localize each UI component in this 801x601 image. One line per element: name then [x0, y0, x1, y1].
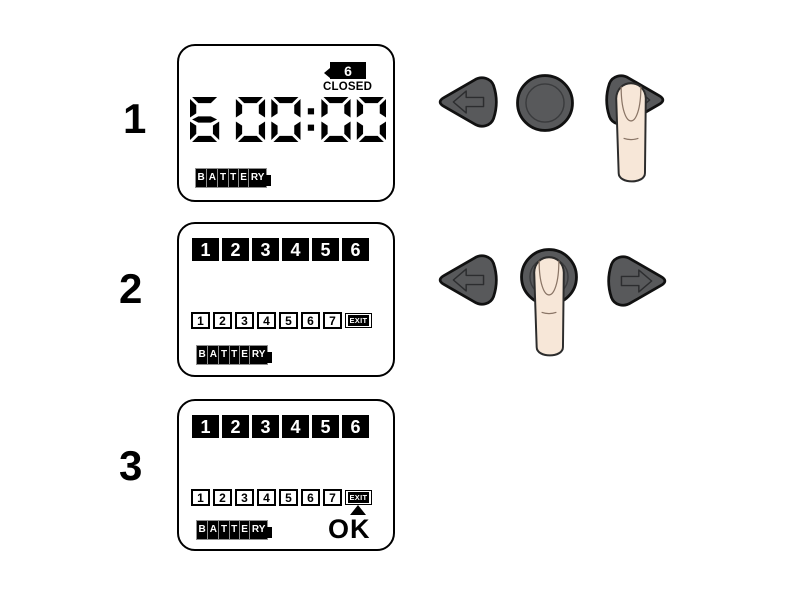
finger-outline	[616, 83, 646, 181]
battery-letter: A	[207, 169, 218, 187]
program-number-cell: 4	[282, 415, 309, 438]
right-arrow-button	[605, 253, 669, 309]
slot-number-cell: 7	[323, 312, 342, 329]
battery-letter: E	[240, 346, 251, 364]
button-body	[440, 256, 496, 304]
slot-number-row	[191, 489, 372, 506]
left-arrow-button	[436, 252, 500, 308]
battery-letter: T	[229, 169, 239, 187]
slot-number-cell: 2	[213, 489, 232, 506]
exit-label: EXIT	[349, 315, 368, 325]
battery-letter: A	[208, 521, 219, 539]
slot-number-cell: 7	[323, 489, 342, 506]
slot-number-cell: 6	[301, 489, 320, 506]
slot-number-cell: 1	[191, 489, 210, 506]
button-body	[609, 257, 665, 305]
slot-number-cell: 4	[257, 312, 276, 329]
battery-letter: RY	[251, 524, 266, 535]
seven-segment-time-display	[190, 97, 386, 142]
battery-indicator	[196, 345, 268, 365]
ok-label: OK	[328, 514, 371, 544]
battery-letter: T	[219, 346, 229, 364]
program-number-cell: 2	[222, 238, 249, 261]
slot-number-cell: 5	[279, 489, 298, 506]
battery-indicator	[195, 168, 267, 188]
battery-letter: T	[230, 346, 240, 364]
lcd-screen-step-1	[177, 44, 395, 202]
button-body	[440, 78, 496, 126]
battery-letter: B	[196, 169, 207, 187]
battery-letter: E	[240, 521, 251, 539]
program-number-badge	[330, 62, 366, 79]
battery-letter: RY	[251, 349, 266, 360]
program-number-row	[192, 238, 369, 261]
battery-letter: B	[197, 521, 208, 539]
slot-number-cell: 1	[191, 312, 210, 329]
battery-letter: A	[208, 346, 219, 364]
exit-indicator	[345, 313, 372, 329]
slot-number-cell: 4	[257, 489, 276, 506]
slot-number-cell: 3	[235, 312, 254, 329]
program-number-cell: 5	[312, 415, 339, 438]
exit-label: EXIT	[349, 492, 368, 502]
closed-status-label: CLOSED	[323, 81, 373, 93]
finger-press-icon	[608, 73, 654, 185]
lcd-screen-step-3	[177, 399, 395, 551]
slot-number-cell: 3	[235, 489, 254, 506]
program-number-row	[192, 415, 369, 438]
battery-letter: T	[230, 521, 240, 539]
program-number-cell: 3	[252, 238, 279, 261]
slot-number-cell: 5	[279, 312, 298, 329]
program-number-cell: 2	[222, 415, 249, 438]
slot-number-cell: 6	[301, 312, 320, 329]
program-number-cell: 4	[282, 238, 309, 261]
battery-letter: E	[239, 169, 250, 187]
ok-confirmation	[328, 505, 371, 543]
slot-number-cell: 2	[213, 312, 232, 329]
step-number-3: 3	[119, 442, 143, 489]
finger-press-icon	[526, 247, 572, 359]
program-number-cell: 6	[342, 238, 369, 261]
finger-outline	[534, 257, 564, 355]
step-number-1: 1	[123, 95, 147, 142]
slot-number-row	[191, 312, 372, 329]
battery-letter: RY	[250, 172, 265, 183]
program-number-cell: 1	[192, 415, 219, 438]
battery-letter: B	[197, 346, 208, 364]
program-number-cell: 6	[342, 415, 369, 438]
left-arrow-button	[436, 74, 500, 130]
center-round-button	[514, 72, 576, 134]
battery-letter: T	[219, 521, 229, 539]
program-number-cell: 1	[192, 238, 219, 261]
program-number: 6	[344, 62, 352, 79]
lcd-screen-step-2	[177, 222, 395, 377]
program-number-cell: 3	[252, 415, 279, 438]
battery-letter: T	[218, 169, 228, 187]
exit-indicator	[345, 490, 372, 506]
step-number-2: 2	[119, 265, 143, 312]
program-number-cell: 5	[312, 238, 339, 261]
battery-indicator	[196, 520, 268, 540]
